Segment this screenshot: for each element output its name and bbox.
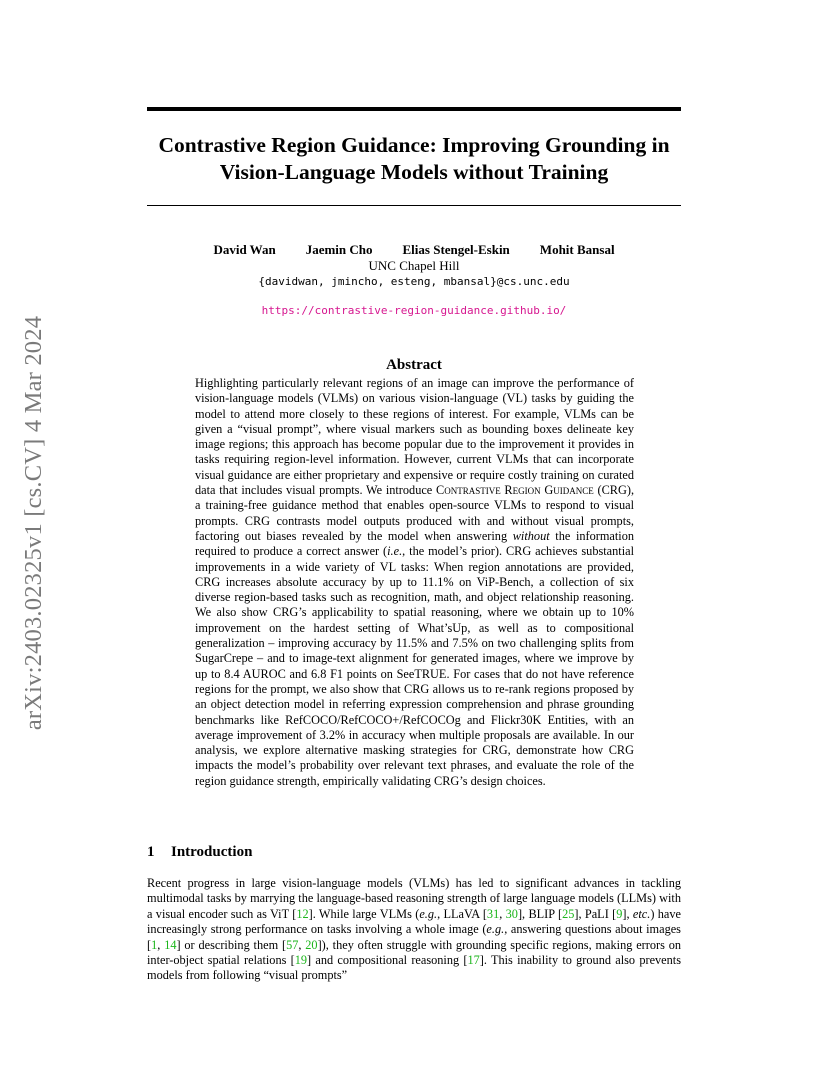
citation-link[interactable]: 12 — [296, 906, 309, 921]
author-name: Mohit Bansal — [539, 242, 615, 257]
section-number: 1 — [147, 844, 155, 860]
citation-link[interactable]: 9 — [616, 906, 623, 921]
abstract-heading: Abstract — [386, 357, 442, 373]
paper-title: Contrastive Region Guidance: Improving Grounding in Vision-Language Models without Training — [158, 133, 670, 184]
author-name: David Wan — [213, 242, 276, 257]
section-heading-introduction — [147, 843, 681, 861]
title-top-rule — [147, 107, 681, 111]
citation-link[interactable]: 25 — [562, 906, 575, 921]
author-emails: {davidwan, jmincho, esteng, mbansal}@cs.unc.edu — [258, 275, 570, 288]
author-name: Jaemin Cho — [305, 242, 373, 257]
project-url-link[interactable]: https://contrastive-region-guidance.github.io/ — [261, 304, 567, 317]
title-bottom-rule — [147, 205, 681, 206]
arxiv-identifier: arXiv:2403.02325v1 [cs.CV] 4 Mar 2024 — [20, 315, 48, 731]
citation-link[interactable]: 1 — [151, 937, 158, 952]
citation-link[interactable]: 20 — [305, 937, 318, 952]
author-list — [147, 242, 681, 258]
affiliation: UNC Chapel Hill — [368, 258, 460, 273]
citation-link[interactable]: 30 — [505, 906, 518, 921]
abstract-body: Highlighting particularly relevant regions of an image can improve the performance of vision-language models (VLMs) on various vision-language (VL) tasks by guiding the model to attend more closely to these regions of interest. For example, VLMs can be given a “visual prompt”, where visual markers such as bounding boxes delineate key image regions; this approach has become popular due to the improvement it provides in tasks requiring region-level information. However, current VLMs that can incorporate visual guidance are either proprietary and expensive or require costly training on curated data that includes visual prompts. We introduce Contrastive Region Guidance (CRG), a training-free guidance method that enables open-source VLMs to respond to visual prompts. CRG contrasts model outputs produced with and without visual prompts, factoring out biases revealed by the model when answering without the information required to produce a correct answer (i.e., the model’s prior). CRG achieves substantial improvements in a wide variety of VL tasks: When region annotations are provided, CRG increases absolute accuracy by up to 11.1% on ViP-Bench, a collection of six diverse region-based tasks such as recognition, math, and object relationship reasoning. We also show CRG’s applicability to spatial reasoning, where we obtain up to 10% improvement on the hardest setting of What’sUp, as well as to compositional generalization – improving accuracy by 11.5% and 7.5% on two challenging splits from SugarCrepe – and to image-text alignment for generated images, where we improve by up to 8.4 AUROC and 6.8 F1 points on SeeTRUE. For cases that do not have reference regions for the prompt, we also show that CRG allows us to re-rank regions proposed by an object detection model in referring expression comprehension and phrase grounding benchmarks like RefCOCO/RefCOCO+/RefCOCOg and Flickr30K Entities, with an average improvement of 3.2% in accuracy when multiple proposals are available. In our analysis, we explore alternative masking strategies for CRG, demonstrate how CRG impacts the model’s probability over relevant text phrases, and evaluate the role of the region guidance strength, empirically validating CRG’s design choices. — [195, 376, 635, 788]
citation-link[interactable]: 31 — [486, 906, 500, 921]
arxiv-side-label — [8, 288, 60, 758]
citation-link[interactable]: 14 — [164, 937, 177, 952]
citation-link[interactable]: 17 — [467, 953, 480, 968]
introduction-body: Recent progress in large vision-language models (VLMs) has led to significant advances in tackling multimodal tasks by marrying the language-based reasoning strength of large language models (LLMs) with a visual encoder such as ViT [12]. While large VLMs (e.g., LLaVA [31, 30], BLIP [25], PaLI [9], etc.) have increasingly strong performance on tasks involving a whole image (e.g., answering questions about images [1, 14] or describing them [57, 20]), they often struggle with grounding specific regions, making errors on inter-object spatial relations [19] and compositional reasoning [17]. This inability to ground also prevents models from following “visual prompts” — [147, 876, 682, 983]
crg-method-name: Contrastive Region Guidance — [436, 483, 594, 498]
author-name: Elias Stengel-Eskin — [402, 242, 510, 257]
citation-link[interactable]: 57 — [286, 937, 299, 952]
section-title: Introduction — [171, 844, 253, 860]
citation-link[interactable]: 19 — [294, 953, 308, 968]
